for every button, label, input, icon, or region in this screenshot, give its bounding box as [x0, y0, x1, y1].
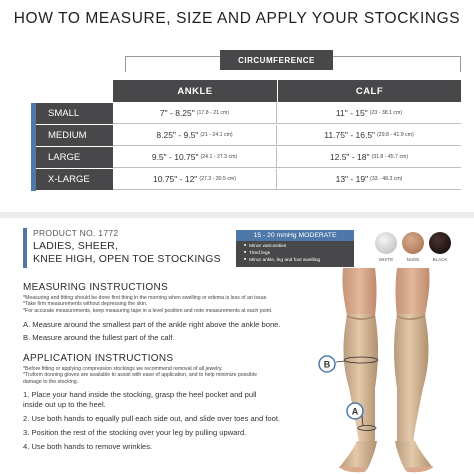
- white-swatch: [375, 232, 397, 254]
- size-label: SMALL: [36, 103, 113, 124]
- ankle-cell: 8.25" - 9.5" (21 - 24.1 cm): [113, 125, 277, 146]
- calf-column-header: CALF: [278, 80, 461, 102]
- calf-cell: 13" - 19" (33 - 48.3 cm): [277, 169, 461, 190]
- right-thigh: [396, 268, 430, 316]
- nude-label: NUDE: [406, 257, 420, 262]
- legs-illustration: [305, 268, 465, 473]
- size-row: [36, 169, 461, 190]
- application-step: 3. Position the rest of the stocking over your leg by pulling upward.: [23, 428, 247, 437]
- application-step: 2. Use both hands to equally pull each side out, and slide over toes and foot.: [23, 414, 281, 423]
- compression-use: ■ Minor ankle, leg and foot swelling: [244, 257, 354, 264]
- size-row: [36, 125, 461, 146]
- compression-uses: [236, 241, 354, 267]
- nude-swatch: [402, 232, 424, 254]
- product-number: PRODUCT NO. 1772: [33, 228, 119, 238]
- compression-use: ■ Tired legs: [244, 250, 354, 257]
- size-row: [36, 147, 461, 168]
- circumference-header: CIRCUMFERENCE: [220, 50, 333, 70]
- size-label: MEDIUM: [36, 125, 113, 146]
- size-row: [36, 103, 461, 124]
- calf-cell: 12.5" - 18" (31.8 - 45.7 cm): [277, 147, 461, 168]
- compression-use: ■ Minor varicosities: [244, 243, 354, 250]
- product-name: LADIES, SHEER, KNEE HIGH, OPEN TOE STOCKINGS: [33, 240, 221, 265]
- left-thigh: [342, 268, 376, 316]
- product-accent-bar: [23, 228, 27, 268]
- section-divider: [0, 212, 474, 218]
- application-notes: *Before fitting or applying compression stockings we recommend removal of all jewelry. *Truform donning gloves are available to assist with ease of application, and to help minimize possible damage to the stocking.: [23, 366, 257, 385]
- marker-b-label: B: [323, 359, 331, 370]
- application-step: 1. Place your hand inside the stocking, grasp the heel pocket and pull inside out up to the heel.: [23, 390, 257, 409]
- black-swatch: [429, 232, 451, 254]
- left-foot: [339, 441, 377, 470]
- ankle-cell: 7" - 8.25" (17.8 - 21 cm): [113, 103, 277, 124]
- measuring-step: B. Measure around the fullest part of the calf.: [23, 333, 175, 342]
- black-label: BLACK: [432, 257, 448, 262]
- application-step: 4. Use both hands to remove wrinkles.: [23, 442, 153, 451]
- right-stocking: [394, 314, 429, 443]
- white-label: WHITE: [378, 257, 394, 262]
- compression-header: 15 - 20 mmHg MODERATE: [236, 230, 354, 241]
- ankle-column-header: ANKLE: [113, 80, 277, 102]
- left-stocking: [344, 314, 379, 443]
- measuring-step: A. Measure around the smallest part of the ankle right above the ankle bone.: [23, 320, 281, 329]
- ankle-cell: 10.75" - 12" (27.3 - 30.5 cm): [113, 169, 277, 190]
- measuring-notes: *Measuring and fitting should be done first thing in the morning when swelling or edema is less of an issue. *Take firm measurements without depressing the skin. *For accurate measurements, keep measuring tape in a level position and note measurements at each point.: [23, 295, 273, 314]
- marker-a-label: A: [351, 406, 359, 417]
- ankle-cell: 9.5" - 10.75" (24.1 - 27.3 cm): [113, 147, 277, 168]
- size-label: LARGE: [36, 147, 113, 168]
- page-title: HOW TO MEASURE, SIZE AND APPLY YOUR STOCKINGS: [13, 10, 461, 27]
- right-foot: [395, 441, 433, 470]
- size-label: X-LARGE: [36, 169, 113, 190]
- calf-cell: 11.75" - 16.5" (29.8 - 41.9 cm): [277, 125, 461, 146]
- calf-cell: 11" - 15" (23 - 38.1 cm): [277, 103, 461, 124]
- measuring-title: MEASURING INSTRUCTIONS: [23, 282, 168, 293]
- application-title: APPLICATION INSTRUCTIONS: [23, 353, 174, 364]
